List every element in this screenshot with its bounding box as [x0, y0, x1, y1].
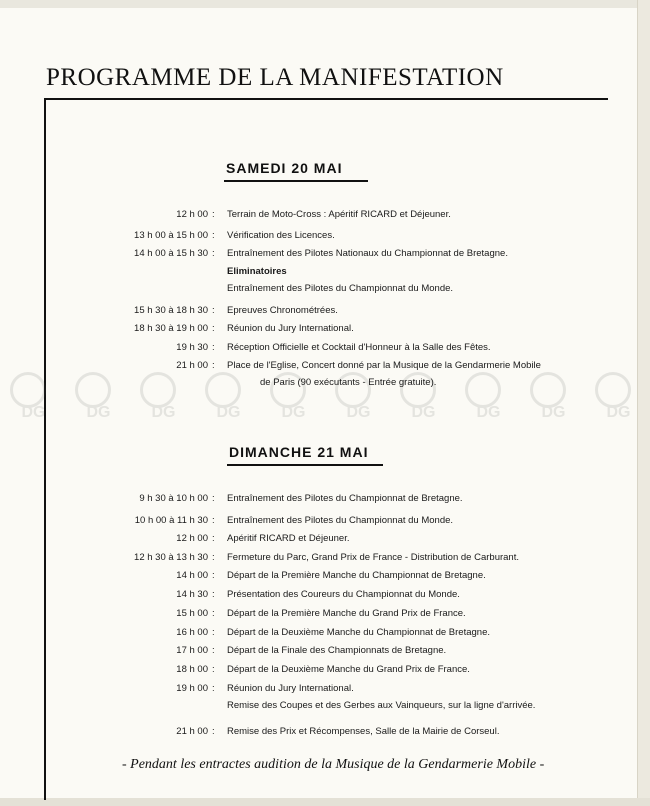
schedule-row — [0, 207, 650, 223]
schedule-colon: : — [212, 360, 215, 371]
schedule-description: de Paris (90 exécutants - Entrée gratuite). — [260, 377, 437, 388]
schedule-time: 18 h 00 — [176, 664, 208, 675]
schedule-description: Départ de la Première Manche du Grand Prix de France. — [227, 608, 466, 619]
watermark-text: DG — [606, 404, 631, 421]
schedule-row — [0, 303, 650, 319]
schedule-description: Apéritif RICARD et Déjeuner. — [227, 533, 350, 544]
watermark-text: DG — [21, 404, 46, 421]
schedule-time: 13 h 00 à 15 h 00 — [134, 230, 208, 241]
schedule-description: Place de l'Eglise, Concert donné par la Musique de la Gendarmerie Mobile — [227, 360, 541, 371]
schedule-row — [0, 568, 650, 584]
schedule-time: 19 h 00 — [176, 683, 208, 694]
schedule-description: Vérification des Licences. — [227, 230, 335, 241]
schedule-row — [0, 513, 650, 529]
schedule-colon: : — [212, 493, 215, 504]
schedule-colon: : — [212, 533, 215, 544]
schedule-colon: : — [212, 305, 215, 316]
schedule-row — [0, 606, 650, 622]
schedule-description: Entraînement des Pilotes du Championnat du Monde. — [227, 283, 454, 294]
schedule-description: Entraînement des Pilotes du Championnat de Bretagne. — [227, 493, 463, 504]
schedule-row — [0, 681, 650, 697]
schedule-time: 10 h 00 à 11 h 30 — [134, 515, 208, 526]
schedule-row — [0, 246, 650, 262]
watermark-text: DG — [86, 404, 111, 421]
schedule-time: 15 h 30 à 18 h 30 — [134, 305, 208, 316]
schedule-description: Départ de la Deuxième Manche du Championnat de Bretagne. — [227, 627, 490, 638]
schedule-time: 17 h 00 — [176, 645, 208, 656]
schedule-colon: : — [212, 515, 215, 526]
watermark-text: DG — [151, 404, 176, 421]
saturday-heading-rule — [224, 180, 368, 182]
footer-note: - Pendant les entractes audition de la Musique de la Gendarmerie Mobile - — [122, 757, 545, 772]
schedule-description: Remise des Coupes et des Gerbes aux Vainqueurs, sur la ligne d'arrivée. — [227, 700, 536, 711]
schedule-row — [0, 375, 650, 391]
schedule-description: Eliminatoires — [227, 266, 287, 277]
schedule-row — [0, 662, 650, 678]
schedule-colon: : — [212, 209, 215, 220]
schedule-time: 15 h 00 — [176, 608, 208, 619]
schedule-colon: : — [212, 230, 215, 241]
schedule-colon: : — [212, 248, 215, 259]
schedule-description: Remise des Prix et Récompenses, Salle de la Mairie de Corseul. — [227, 726, 500, 737]
schedule-row — [0, 340, 650, 356]
schedule-row — [0, 321, 650, 337]
schedule-row — [0, 264, 650, 280]
schedule-row — [0, 625, 650, 641]
schedule-description: Départ de la Finale des Championnats de Bretagne. — [227, 645, 447, 656]
schedule-colon: : — [212, 608, 215, 619]
schedule-row — [0, 281, 650, 297]
schedule-row — [0, 643, 650, 659]
schedule-colon: : — [212, 552, 215, 563]
schedule-colon: : — [212, 627, 215, 638]
schedule-time: 14 h 00 à 15 h 30 — [134, 248, 208, 259]
schedule-description: Réception Officielle et Cocktail d'Honneur à la Salle des Fêtes. — [227, 342, 491, 353]
schedule-row — [0, 228, 650, 244]
schedule-colon: : — [212, 645, 215, 656]
schedule-description: Départ de la Première Manche du Championnat de Bretagne. — [227, 570, 486, 581]
schedule-description: Fermeture du Parc, Grand Prix de France - Distribution de Carburant. — [227, 552, 519, 563]
schedule-row — [0, 724, 650, 740]
schedule-time: 19 h 30 — [176, 342, 208, 353]
schedule-time: 9 h 30 à 10 h 00 — [139, 493, 208, 504]
sunday-heading-rule — [227, 464, 383, 466]
schedule-time: 21 h 00 — [176, 360, 208, 371]
saturday-heading: SAMEDI 20 MAI — [226, 160, 343, 176]
schedule-colon: : — [212, 589, 215, 600]
sunday-heading: DIMANCHE 21 MAI — [229, 444, 369, 460]
schedule-time: 12 h 30 à 13 h 30 — [134, 552, 208, 563]
schedule-description: Départ de la Deuxième Manche du Grand Prix de France. — [227, 664, 470, 675]
schedule-time: 12 h 00 — [176, 533, 208, 544]
schedule-colon: : — [212, 570, 215, 581]
schedule-colon: : — [212, 323, 215, 334]
page-edge-top — [0, 0, 650, 8]
schedule-description: Epreuves Chronométrées. — [227, 305, 338, 316]
schedule-description: Réunion du Jury International. — [227, 323, 354, 334]
watermark-text: DG — [281, 404, 306, 421]
schedule-colon: : — [212, 664, 215, 675]
schedule-time: 16 h 00 — [176, 627, 208, 638]
schedule-time: 21 h 00 — [176, 726, 208, 737]
schedule-time: 14 h 30 — [176, 589, 208, 600]
watermark-text: DG — [476, 404, 501, 421]
watermark-text: DG — [216, 404, 241, 421]
schedule-row — [0, 587, 650, 603]
schedule-row — [0, 358, 650, 374]
schedule-colon: : — [212, 726, 215, 737]
schedule-colon: : — [212, 342, 215, 353]
watermark-text: DG — [541, 404, 566, 421]
schedule-row — [0, 550, 650, 566]
schedule-time: 12 h 00 — [176, 209, 208, 220]
schedule-description: Terrain de Moto-Cross : Apéritif RICARD et Déjeuner. — [227, 209, 451, 220]
watermark-text: DG — [411, 404, 436, 421]
schedule-time: 18 h 30 à 19 h 00 — [134, 323, 208, 334]
schedule-row — [0, 491, 650, 507]
schedule-colon: : — [212, 683, 215, 694]
schedule-row — [0, 531, 650, 547]
schedule-row — [0, 698, 650, 714]
page-title: PROGRAMME DE LA MANIFESTATION — [46, 64, 504, 91]
schedule-time: 14 h 00 — [176, 570, 208, 581]
schedule-description: Entraînement des Pilotes du Championnat du Monde. — [227, 515, 454, 526]
watermark-text: DG — [346, 404, 371, 421]
schedule-description: Réunion du Jury International. — [227, 683, 354, 694]
schedule-description: Entraînement des Pilotes Nationaux du Championnat de Bretagne. — [227, 248, 508, 259]
schedule-description: Présentation des Coureurs du Championnat du Monde. — [227, 589, 460, 600]
